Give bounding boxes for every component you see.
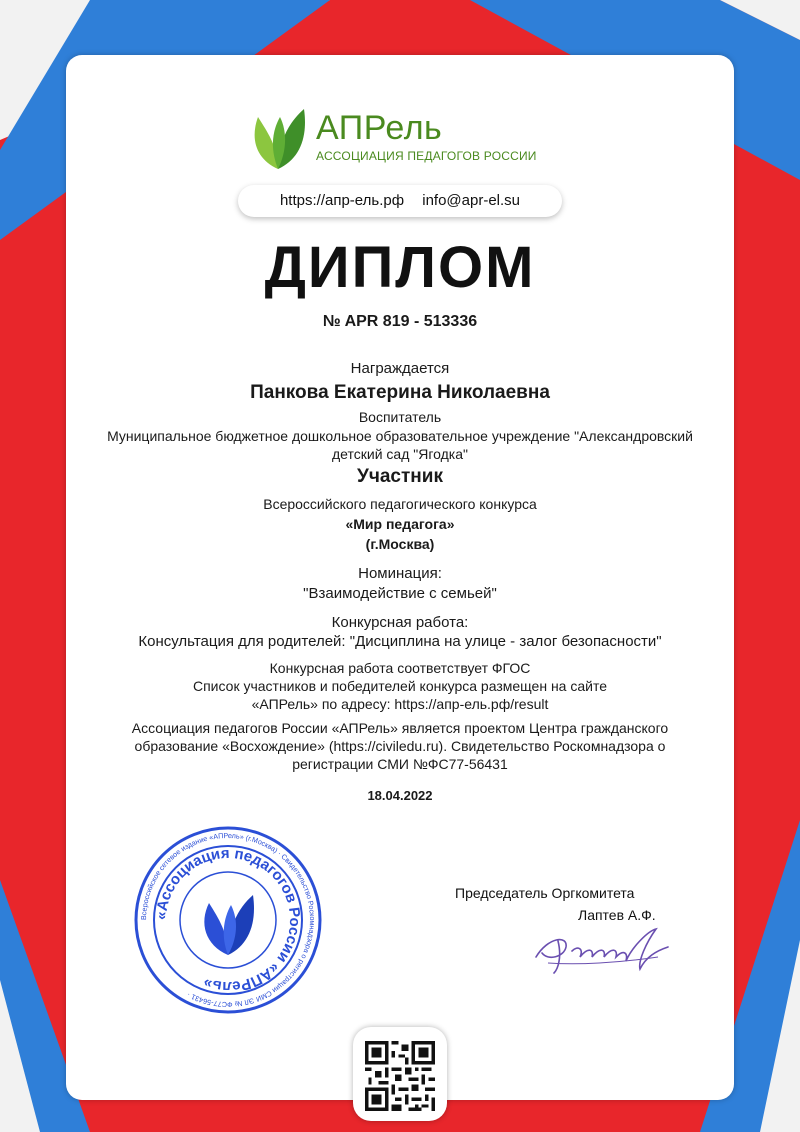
contest-type: Всероссийского педагогического конкурса xyxy=(263,496,537,512)
qr-code[interactable] xyxy=(365,1041,435,1111)
institution-line-1: Муниципальное бюджетное дошкольное образовательное учреждение "Александровский xyxy=(107,428,693,444)
signature-role: Председатель Оргкомитета xyxy=(455,885,635,901)
issue-date: 18.04.2022 xyxy=(367,788,433,803)
awarded-label: Награждается xyxy=(350,360,450,377)
signature-block xyxy=(455,885,685,923)
fgos-note: Конкурсная работа соответствует ФГОС xyxy=(269,660,531,676)
institution-line-2: детский сад "Ягодка" xyxy=(332,446,468,462)
about-line-2: образование «Восхождение» (https://civiledu.ru). Свидетельство Роскомнадзора о xyxy=(134,738,666,754)
logo-subtitle: АССОЦИАЦИЯ ПЕДАГОГОВ РОССИИ xyxy=(316,149,537,163)
results-line-2: «АПРель» по адресу: https://апр-ель.рф/result xyxy=(251,696,549,712)
contacts-pill xyxy=(238,185,562,217)
organization-stamp xyxy=(133,825,323,1015)
logo-name: АПРель xyxy=(316,109,443,147)
website-link[interactable]: https://апр-ель.рф xyxy=(279,192,405,209)
work-label: Конкурсная работа: xyxy=(331,614,469,631)
email-link[interactable]: info@apr-el.su xyxy=(422,192,521,209)
handwritten-signature xyxy=(528,917,678,977)
recipient-position: Воспитатель xyxy=(358,409,442,425)
apr-logo xyxy=(248,103,568,173)
qr-code-holder xyxy=(353,1027,447,1121)
leaf-icon xyxy=(248,103,308,171)
stamp-inner-text: «Ассоциация педагогов России «АПРель» xyxy=(152,844,304,996)
nomination-label: Номинация: xyxy=(358,565,442,582)
contest-city: (г.Москва) xyxy=(365,536,435,552)
about-line-1: Ассоциация педагогов России «АПРель» является проектом Центра гражданского xyxy=(131,720,669,736)
recipient-name: Панкова Екатерина Николаевна xyxy=(250,382,550,403)
about-line-3: регистрации СМИ №ФС77-56431 xyxy=(292,756,508,772)
stamp-outer-text: Всероссийское сетевое издание «АПРель» (г.Москва) · Свидетельство Роскомнадзора о регистрации СМИ ЭЛ № ФС77-56431 · xyxy=(138,830,318,1010)
results-line-1: Список участников и победителей конкурса размещен на сайте xyxy=(192,678,607,694)
contest-name: «Мир педагога» xyxy=(345,516,455,532)
nomination-value: "Взаимодействие с семьей" xyxy=(303,585,497,602)
signature-name: Лаптев А.Ф. xyxy=(578,907,656,923)
diploma-number: № APR 819 - 513336 xyxy=(322,313,478,330)
diploma-title: ДИПЛОМ xyxy=(264,235,536,300)
status-label: Участник xyxy=(357,466,443,487)
work-title: Консультация для родителей: "Дисциплина на улице - залог безопасности" xyxy=(138,633,662,650)
